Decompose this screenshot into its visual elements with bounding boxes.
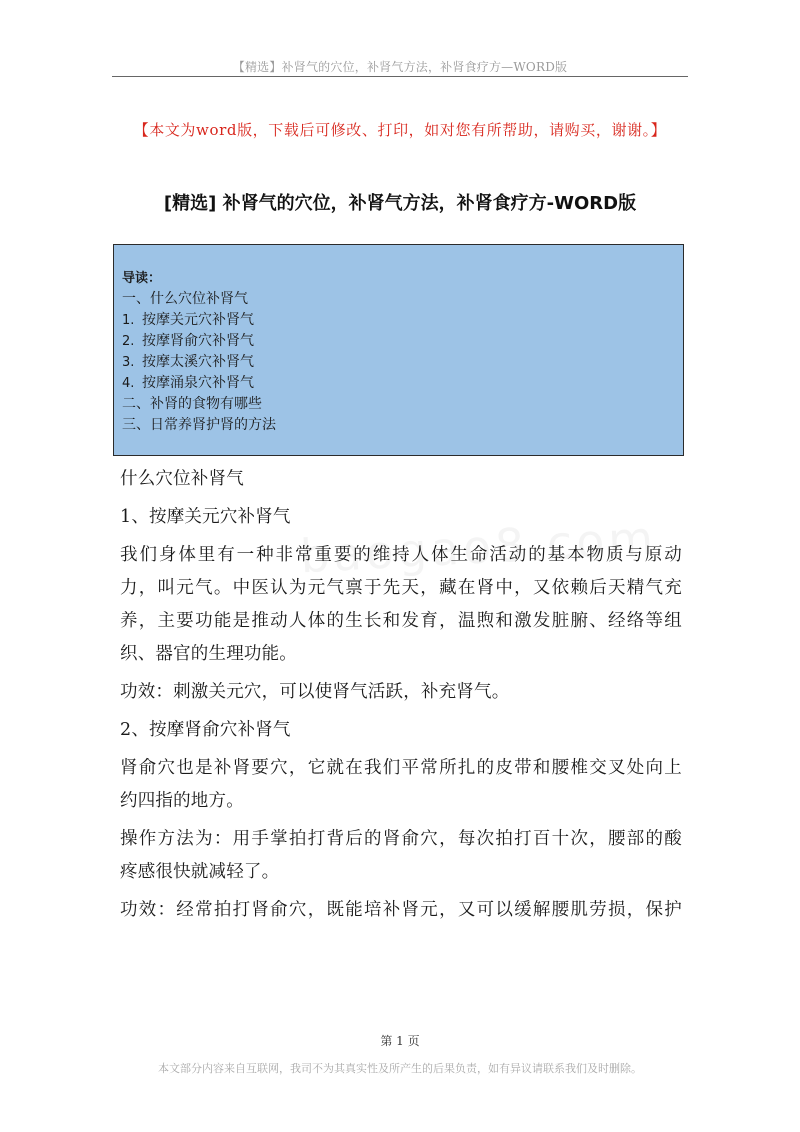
toc-item-number: 4. [122,376,135,391]
paragraph-line: 织、器官的生理功能。 [120,644,297,664]
effect-paragraph: 功效：经常拍打肾俞穴，既能培补肾元，又可以缓解腰肌劳损，保护 [120,900,682,920]
paragraph-line: 约四指的地方。 [120,791,244,811]
paragraph-line: 疼感很快就减轻了。 [120,862,280,882]
toc-item-number: 2. [122,334,135,349]
paragraph-line: 操作方法为：用手掌拍打背后的肾俞穴，每次拍打百十次，腰部的酸 [120,829,682,849]
toc-label: 导读： [122,271,162,286]
header-divider [112,76,688,77]
document-title: [精选] 补肾气的穴位，补肾气方法，补肾食疗方-WORD版 [163,193,637,214]
paragraph-line: 肾俞穴也是补肾要穴，它就在我们平常所扎的皮带和腰椎交叉处向上 [120,758,682,778]
paragraph-line: 养，主要功能是推动人体的生长和发育，温煦和激发脏腑、经络等组 [120,611,682,631]
toc-item-text: 按摩肾俞穴补肾气 [142,333,254,349]
toc-item[interactable] [122,289,683,310]
toc-item-text: 按摩涌泉穴补肾气 [142,375,254,391]
toc-item-text: 一、什么穴位补肾气 [122,291,248,307]
subsection-heading: 1、按摩关元穴补肾气 [120,507,291,527]
effect-paragraph: 功效：刺激关元穴，可以使肾气活跃，补充肾气。 [120,682,510,702]
subsection-heading: 2、按摩肾俞穴补肾气 [120,720,291,740]
table-of-contents [113,244,684,456]
toc-item[interactable] [122,331,683,352]
page-number: 第 1 页 [380,1034,420,1048]
running-header: 【精选】补肾气的穴位，补肾气方法，补肾食疗方—WORD版 [232,60,568,74]
toc-item[interactable] [122,352,683,373]
toc-item-number: 1. [122,313,135,328]
toc-item-text: 按摩关元穴补肾气 [142,312,254,328]
paragraph-line: 我们身体里有一种非常重要的维持人体生命活动的基本物质与原动 [120,545,682,565]
toc-item-text: 按摩太溪穴补肾气 [142,354,254,370]
toc-item-text: 二、补肾的食物有哪些 [122,396,262,412]
purchase-notice: 【本文为word版，下载后可修改、打印，如对您有所帮助，请购买，谢谢。】 [133,121,667,139]
toc-item[interactable] [122,373,683,394]
toc-item[interactable] [122,415,683,436]
toc-item-text: 三、日常养肾护肾的方法 [122,417,276,433]
article-body [120,463,682,927]
footer-disclaimer: 本文部分内容来自互联网，我司不为其真实性及所产生的后果负责，如有异议请联系我们及时删除。 [158,1062,642,1075]
paragraph-line: 力，叫元气。中医认为元气禀于先天，藏在肾中，又依赖后天精气充 [120,578,682,598]
section-heading: 什么穴位补肾气 [120,469,244,489]
toc-item[interactable] [122,394,683,415]
toc-item-number: 3. [122,355,135,370]
toc-item[interactable] [122,310,683,331]
